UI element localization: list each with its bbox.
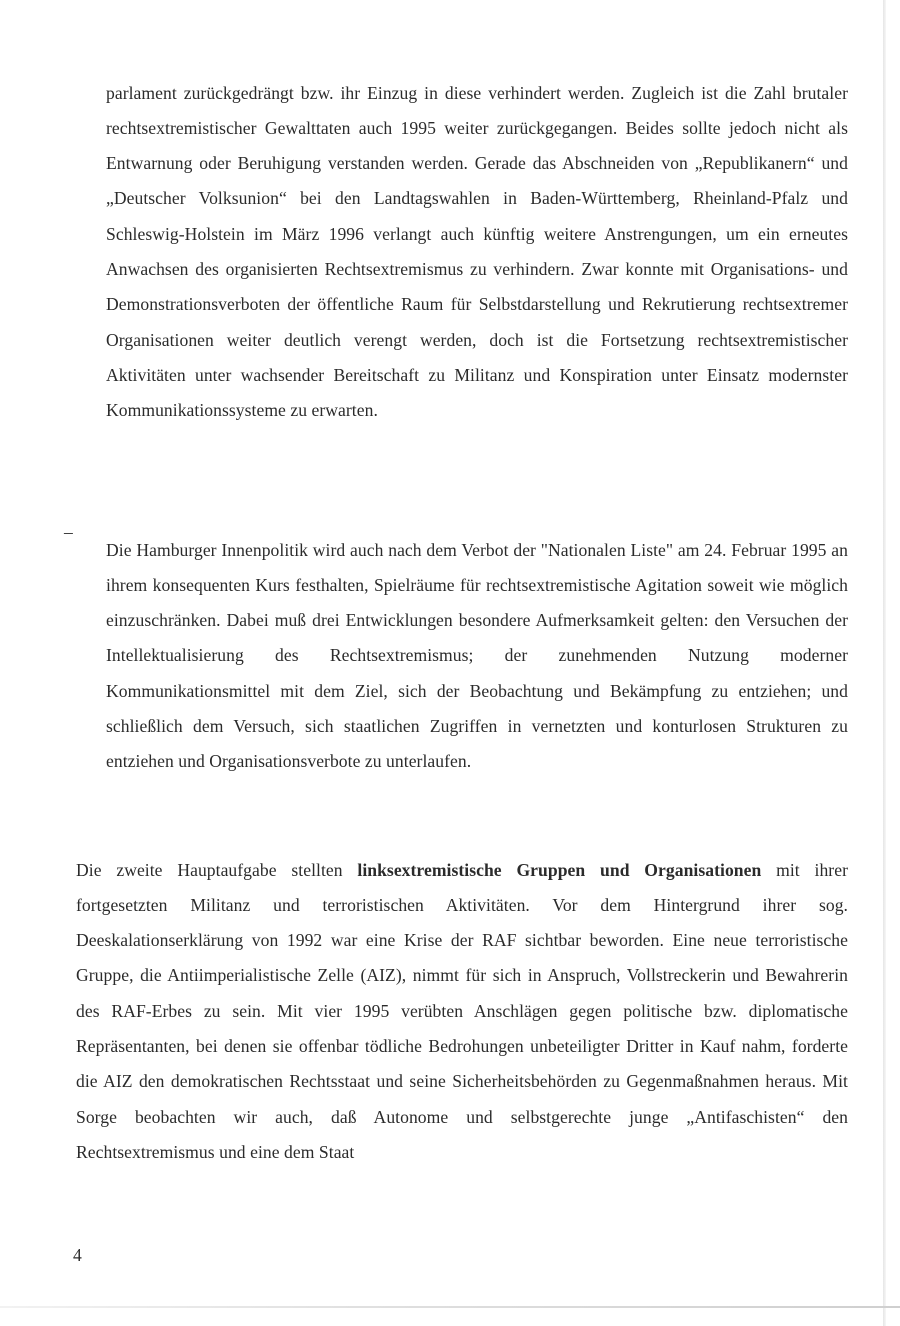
paragraph-body-text: mit ihrer fortgesetzten Militanz und terroristischen Aktivitäten. Vor dem Hintergrund ihrer sog. Deeskalationserklärung von 1992 war eine Krise der RAF sichtbar beworden. Eine neue terroristische Gruppe, die Antiimperialistische Zelle (AIZ), nimmt für sich in Anspruch, Vollstreckerin und Bewahrerin des RAF-Erbes zu sein. Mit vier 1995 verübten Anschlägen gegen politische bzw. diplomatische Repräsentanten, bei denen sie offenbar tödliche Bedrohungen unbeteiligter Dritter in Kauf nahm, forderte die AIZ den demokratischen Rechtsstaat und seine Sicherheitsbehörden zu Gegenmaßnahmen heraus. Mit Sorge beobachten wir auch, daß Autonome und selbstgerechte junge „Antifaschisten“ den Rechtsextremismus und eine dem Staat [76,859,848,1162]
page-number: 4 [73,1245,82,1265]
page-edge-right [883,0,886,1326]
bold-emphasis: linksextremistische Gruppen und Organisationen [357,859,762,880]
paragraph-hamburger-innenpolitik: Die Hamburger Innenpolitik wird auch nach dem Verbot der "Nationalen Liste" am 24. Februar 1995 an ihrem konsequenten Kurs festhalten, Spielräume für rechtsextremistische Agitation soweit wie möglich einzuschränken. Dabei muß drei Entwicklungen besondere Aufmerksamkeit gelten: den Versuchen der Intellektualisierung des Rechtsextremismus; der zunehmenden Nutzung moderner Kommunikationsmittel mit dem Ziel, sich der Beobachtung und Bekämpfung zu entziehen; und schließlich dem Versuch, sich staatlichen Zugriffen in vernetzten und konturlosen Strukturen zu entziehen und Organisationsverbote zu unterlaufen. [106,539,848,772]
paragraph-linksextremismus [76,853,848,1171]
list-bullet-dash: – [64,522,73,542]
paragraph-intro-text: Die zweite Hauptaufgabe stellten [76,859,358,880]
paragraph-continuation: parlament zurückgedrängt bzw. ihr Einzug in diese verhindert werden. Zugleich ist die Zahl brutaler rechtsextremistischer Gewalttaten auch 1995 weiter zurückgegangen. Beides sollte jedoch nicht als Entwarnung oder Beruhigung verstanden werden. Gerade das Abschneiden von „Republikanern“ und „Deutscher Volksunion“ bei den Landtagswahlen in Baden-Württemberg, Rheinland-Pfalz und Schleswig-Holstein im März 1996 verlangt auch künftig weitere Anstrengungen, um ein erneutes Anwachsen des organisierten Rechtsextremismus zu verhindern. Zwar konnte mit Organisations- und Demonstrationsverboten der öffentliche Raum für Selbstdarstellung und Rekrutierung rechtsextremer Organisationen weiter deutlich verengt werden, doch ist die Fortsetzung rechtsextremistischer Aktivitäten unter wachsender Bereitschaft zu Militanz und Konspiration unter Einsatz modernster Kommunikationssysteme zu erwarten. [106,82,848,421]
page-edge-bottom [0,1306,900,1308]
